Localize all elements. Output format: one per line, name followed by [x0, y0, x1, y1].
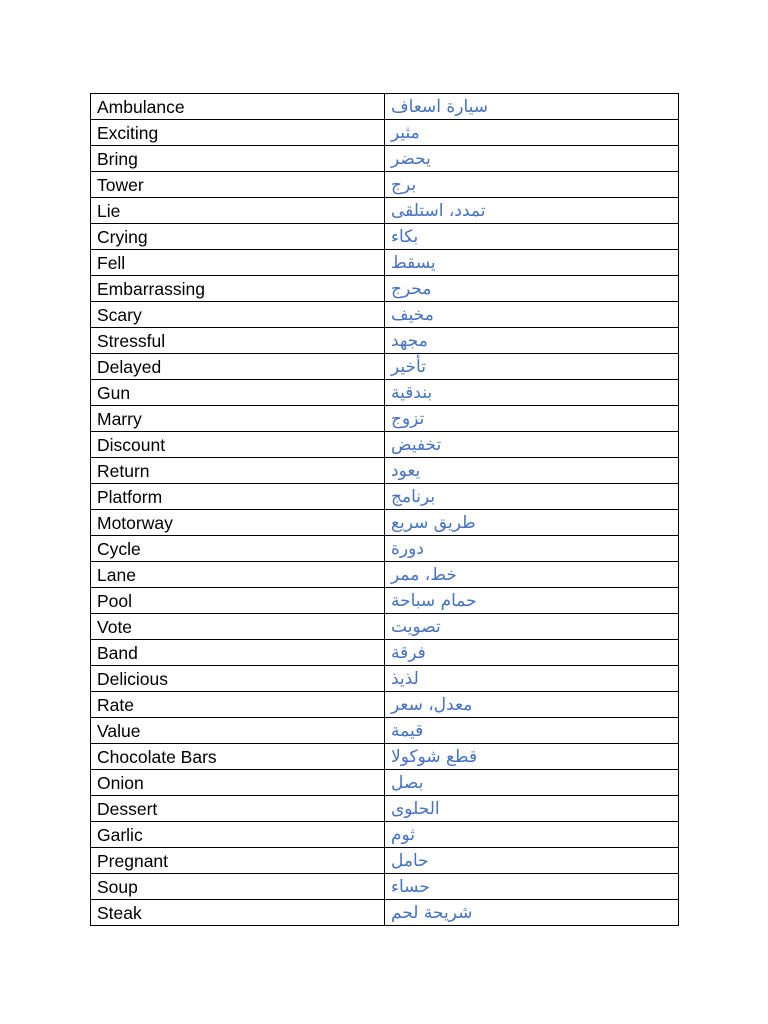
english-word-cell: Platform [91, 484, 385, 510]
english-word-cell: Marry [91, 406, 385, 432]
table-row [91, 562, 679, 588]
arabic-translation-cell [385, 510, 679, 536]
arabic-translation-text: حساء [391, 877, 430, 897]
english-word-cell: Fell [91, 250, 385, 276]
arabic-translation-text: خط، ممر [391, 565, 457, 585]
english-word-cell: Pregnant [91, 848, 385, 874]
english-word-cell: Value [91, 718, 385, 744]
arabic-translation-cell [385, 848, 679, 874]
arabic-translation-cell [385, 614, 679, 640]
table-row [91, 94, 679, 120]
table-row [91, 822, 679, 848]
arabic-translation-cell [385, 380, 679, 406]
english-word-cell: Discount [91, 432, 385, 458]
table-row [91, 458, 679, 484]
arabic-translation-text: بندقية [391, 383, 433, 403]
table-row [91, 328, 679, 354]
table-row [91, 744, 679, 770]
table-row [91, 276, 679, 302]
arabic-translation-text: بكاء [391, 227, 419, 247]
arabic-translation-cell [385, 146, 679, 172]
arabic-translation-cell [385, 588, 679, 614]
english-word-cell: Steak [91, 900, 385, 926]
english-word-cell: Bring [91, 146, 385, 172]
english-word-cell: Crying [91, 224, 385, 250]
arabic-translation-cell [385, 172, 679, 198]
arabic-translation-cell [385, 354, 679, 380]
table-row [91, 848, 679, 874]
arabic-translation-text: قطع شوكولا [391, 747, 478, 767]
arabic-translation-cell [385, 458, 679, 484]
arabic-translation-cell [385, 276, 679, 302]
english-word-cell: Lie [91, 198, 385, 224]
arabic-translation-text: تأخير [391, 357, 426, 377]
arabic-translation-text: برنامج [391, 487, 436, 507]
arabic-translation-cell [385, 770, 679, 796]
table-row [91, 874, 679, 900]
arabic-translation-text: يعود [391, 461, 421, 481]
arabic-translation-text: تخفيض [391, 435, 442, 455]
arabic-translation-text: حامل [391, 851, 429, 871]
table-row [91, 432, 679, 458]
arabic-translation-cell [385, 744, 679, 770]
arabic-translation-cell [385, 484, 679, 510]
english-word-cell: Band [91, 640, 385, 666]
table-row [91, 666, 679, 692]
arabic-translation-text: يسقط [391, 253, 436, 273]
table-row [91, 770, 679, 796]
table-row [91, 640, 679, 666]
english-word-cell: Embarrassing [91, 276, 385, 302]
table-row [91, 510, 679, 536]
arabic-translation-cell [385, 718, 679, 744]
arabic-translation-text: طريق سريع [391, 513, 476, 533]
table-row [91, 536, 679, 562]
table-row [91, 900, 679, 926]
english-word-cell: Garlic [91, 822, 385, 848]
arabic-translation-cell [385, 562, 679, 588]
table-row [91, 146, 679, 172]
arabic-translation-cell [385, 432, 679, 458]
english-word-cell: Return [91, 458, 385, 484]
arabic-translation-cell [385, 328, 679, 354]
table-row [91, 354, 679, 380]
arabic-translation-cell [385, 822, 679, 848]
english-word-cell: Tower [91, 172, 385, 198]
arabic-translation-text: قيمة [391, 721, 424, 741]
arabic-translation-cell [385, 198, 679, 224]
arabic-translation-text: مثير [391, 123, 420, 143]
table-row [91, 380, 679, 406]
arabic-translation-text: فرقة [391, 643, 426, 663]
english-word-cell: Cycle [91, 536, 385, 562]
arabic-translation-cell [385, 796, 679, 822]
vocabulary-table [90, 93, 679, 926]
english-word-cell: Vote [91, 614, 385, 640]
english-word-cell: Pool [91, 588, 385, 614]
english-word-cell: Ambulance [91, 94, 385, 120]
table-row [91, 588, 679, 614]
english-word-cell: Motorway [91, 510, 385, 536]
table-row [91, 172, 679, 198]
arabic-translation-text: تمدد، استلقى [391, 201, 486, 221]
arabic-translation-cell [385, 640, 679, 666]
arabic-translation-text: بصل [391, 773, 424, 793]
table-row [91, 302, 679, 328]
table-row [91, 614, 679, 640]
table-row [91, 224, 679, 250]
arabic-translation-text: ثوم [391, 825, 416, 845]
english-word-cell: Stressful [91, 328, 385, 354]
arabic-translation-text: برج [391, 175, 417, 195]
arabic-translation-cell [385, 94, 679, 120]
english-word-cell: Delayed [91, 354, 385, 380]
table-row [91, 120, 679, 146]
table-row [91, 250, 679, 276]
english-word-cell: Scary [91, 302, 385, 328]
table-row [91, 796, 679, 822]
arabic-translation-text: معدل، سعر [391, 695, 473, 715]
arabic-translation-text: الحلوى [391, 799, 440, 819]
english-word-cell: Gun [91, 380, 385, 406]
english-word-cell: Onion [91, 770, 385, 796]
arabic-translation-text: تزوج [391, 409, 425, 429]
table-row [91, 718, 679, 744]
table-row [91, 692, 679, 718]
arabic-translation-cell [385, 900, 679, 926]
arabic-translation-cell [385, 302, 679, 328]
arabic-translation-text: محرج [391, 279, 432, 299]
english-word-cell: Lane [91, 562, 385, 588]
arabic-translation-cell [385, 692, 679, 718]
english-word-cell: Chocolate Bars [91, 744, 385, 770]
table-row [91, 484, 679, 510]
english-word-cell: Rate [91, 692, 385, 718]
table-row [91, 198, 679, 224]
arabic-translation-text: تصويت [391, 617, 441, 637]
vocabulary-table-body [91, 94, 679, 926]
arabic-translation-text: مخيف [391, 305, 434, 325]
table-row [91, 406, 679, 432]
arabic-translation-cell [385, 224, 679, 250]
arabic-translation-text: شريحة لحم [391, 903, 473, 923]
arabic-translation-cell [385, 250, 679, 276]
english-word-cell: Delicious [91, 666, 385, 692]
arabic-translation-text: لذيذ [391, 669, 419, 689]
arabic-translation-text: دورة [391, 539, 424, 559]
arabic-translation-cell [385, 120, 679, 146]
english-word-cell: Soup [91, 874, 385, 900]
arabic-translation-cell [385, 406, 679, 432]
english-word-cell: Exciting [91, 120, 385, 146]
arabic-translation-text: مجهد [391, 331, 428, 351]
arabic-translation-cell [385, 536, 679, 562]
arabic-translation-text: يحضر [391, 149, 431, 169]
arabic-translation-text: حمام سباحة [391, 591, 477, 611]
english-word-cell: Dessert [91, 796, 385, 822]
arabic-translation-text: سيارة اسعاف [391, 97, 489, 117]
arabic-translation-cell [385, 666, 679, 692]
arabic-translation-cell [385, 874, 679, 900]
